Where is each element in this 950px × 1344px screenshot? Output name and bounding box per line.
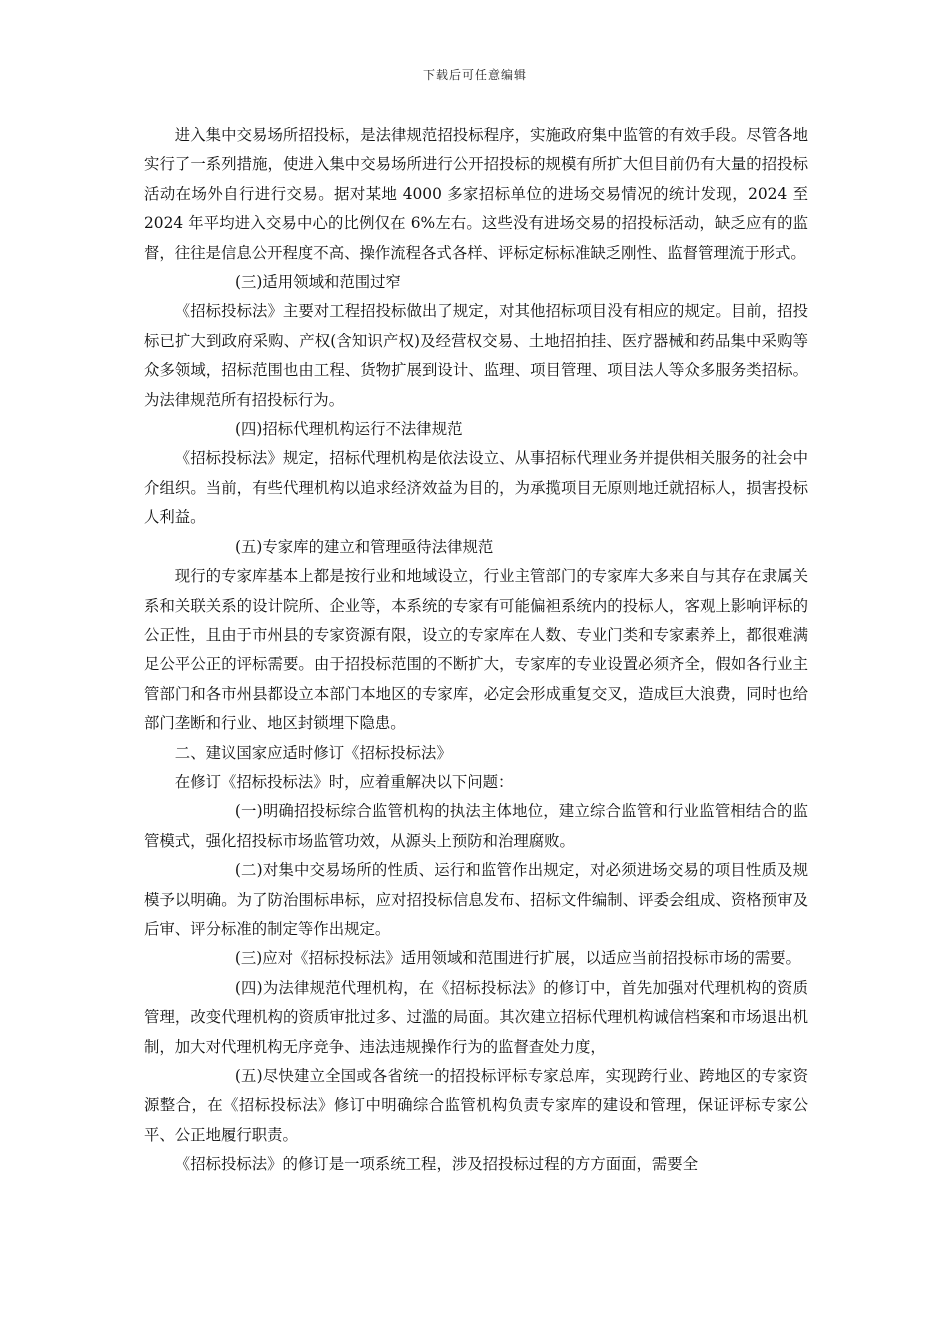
paragraph-agency: 《招标投标法》规定，招标代理机构是依法设立、从事招标代理业务并提供相关服务的社会中介组织。当前，有些代理机构以追求经济效益为目的，为承揽项目无原则地迁就招标人，损害投标人利益。 <box>144 449 808 527</box>
paragraph-conclusion: 《招标投标法》的修订是一项系统工程，涉及招投标过程的方方面面，需要全 <box>174 1155 699 1174</box>
revision-item-3: (三)应对《招标投标法》适用领域和范围进行扩展，以适应当前招投标市场的需要。 <box>234 949 801 968</box>
paragraph-centralized-trading: 进入集中交易场所招投标，是法律规范招投标程序，实施政府集中监管的有效手段。尽管各地实行了一系列措施，使进入集中交易场所进行公开招投标的规模有所扩大但目前仍有大量的招投标活动在场外自行进行交易。据对某地 4000 多家招标单位的进场交易情况的统计发现，2024 至 2024 年平均进入交易中心的比例仅在 6%左右。这些没有进场交易的招投标活动，缺乏应有的监督，往往是信息公开程度不高、操作流程各式各样、评标定标标准缺乏刚性、监督管理流于形式。 <box>144 126 808 262</box>
paragraph-revision-intro: 在修订《招标投标法》时，应着重解决以下问题： <box>174 772 514 791</box>
paragraph-expert-pool: 现行的专家库基本上都是按行业和地域设立，行业主管部门的专家库大多来自与其存在隶属关系和关联关系的设计院所、企业等，本系统的专家有可能偏袒系统内的投标人，客观上影响评标的公正性，且由于市州县的专家资源有限，设立的专家库在人数、专业门类和专家素养上，都很难满足公平公正的评标需要。由于招投标范围的不断扩大，专家库的专业设置必须齐全，假如各行业主管部门和各市州县都设立本部门本地区的专家库，必定会形成重复交叉，造成巨大浪费，同时也给部门垄断和行业、地区封锁埋下隐患。 <box>144 567 808 733</box>
page-header-note: 下载后可任意编辑 <box>422 68 527 82</box>
section-heading-expert-pool: (五)专家库的建立和管理亟待法律规范 <box>235 537 494 556</box>
revision-item-5: (五)尽快建立全国或各省统一的招投标评标专家总库，实现跨行业、跨地区的专家资源整合，在《招标投标法》修订中明确综合监管机构负责专家库的建设和管理，保证评标专家公平、公正地履行职责。 <box>144 1067 808 1144</box>
section-heading-agency: (四)招标代理机构运行不法律规范 <box>235 420 463 439</box>
section-heading-recommendation: 二、建议国家应适时修订《招标投标法》 <box>174 743 452 762</box>
section-heading-scope: (三)适用领域和范围过窄 <box>235 273 401 292</box>
document-body <box>144 121 808 1180</box>
revision-item-1: (一)明确招投标综合监管机构的执法主体地位，建立综合监管和行业监管相结合的监管模式，强化招投标市场监管功效，从源头上预防和治理腐败。 <box>144 802 808 850</box>
revision-item-4: (四)为法律规范代理机构，在《招标投标法》的修订中，首先加强对代理机构的资质管理，改变代理机构的资质审批过多、过滥的局面。其次建立招标代理机构诚信档案和市场退出机制，加大对代理机构无序竞争、违法违规操作行为的监督查处力度， <box>144 978 808 1056</box>
revision-item-2: (二)对集中交易场所的性质、运行和监管作出规定，对必须进场交易的项目性质及规模予以明确。为了防治围标串标，应对招投标信息发布、招标文件编制、评委会组成、资格预审及后审、评分标准的制定等作出规定。 <box>144 861 808 938</box>
paragraph-scope: 《招标投标法》主要对工程招投标做出了规定，对其他招标项目没有相应的规定。目前，招投标已扩大到政府采购、产权(含知识产权)及经营权交易、土地招拍挂、医疗器械和药品集中采购等众多领域，招标范围也由工程、货物扩展到设计、监理、项目管理、项目法人等众多服务类招标。为法律规范所有招投标行为。 <box>144 302 808 409</box>
